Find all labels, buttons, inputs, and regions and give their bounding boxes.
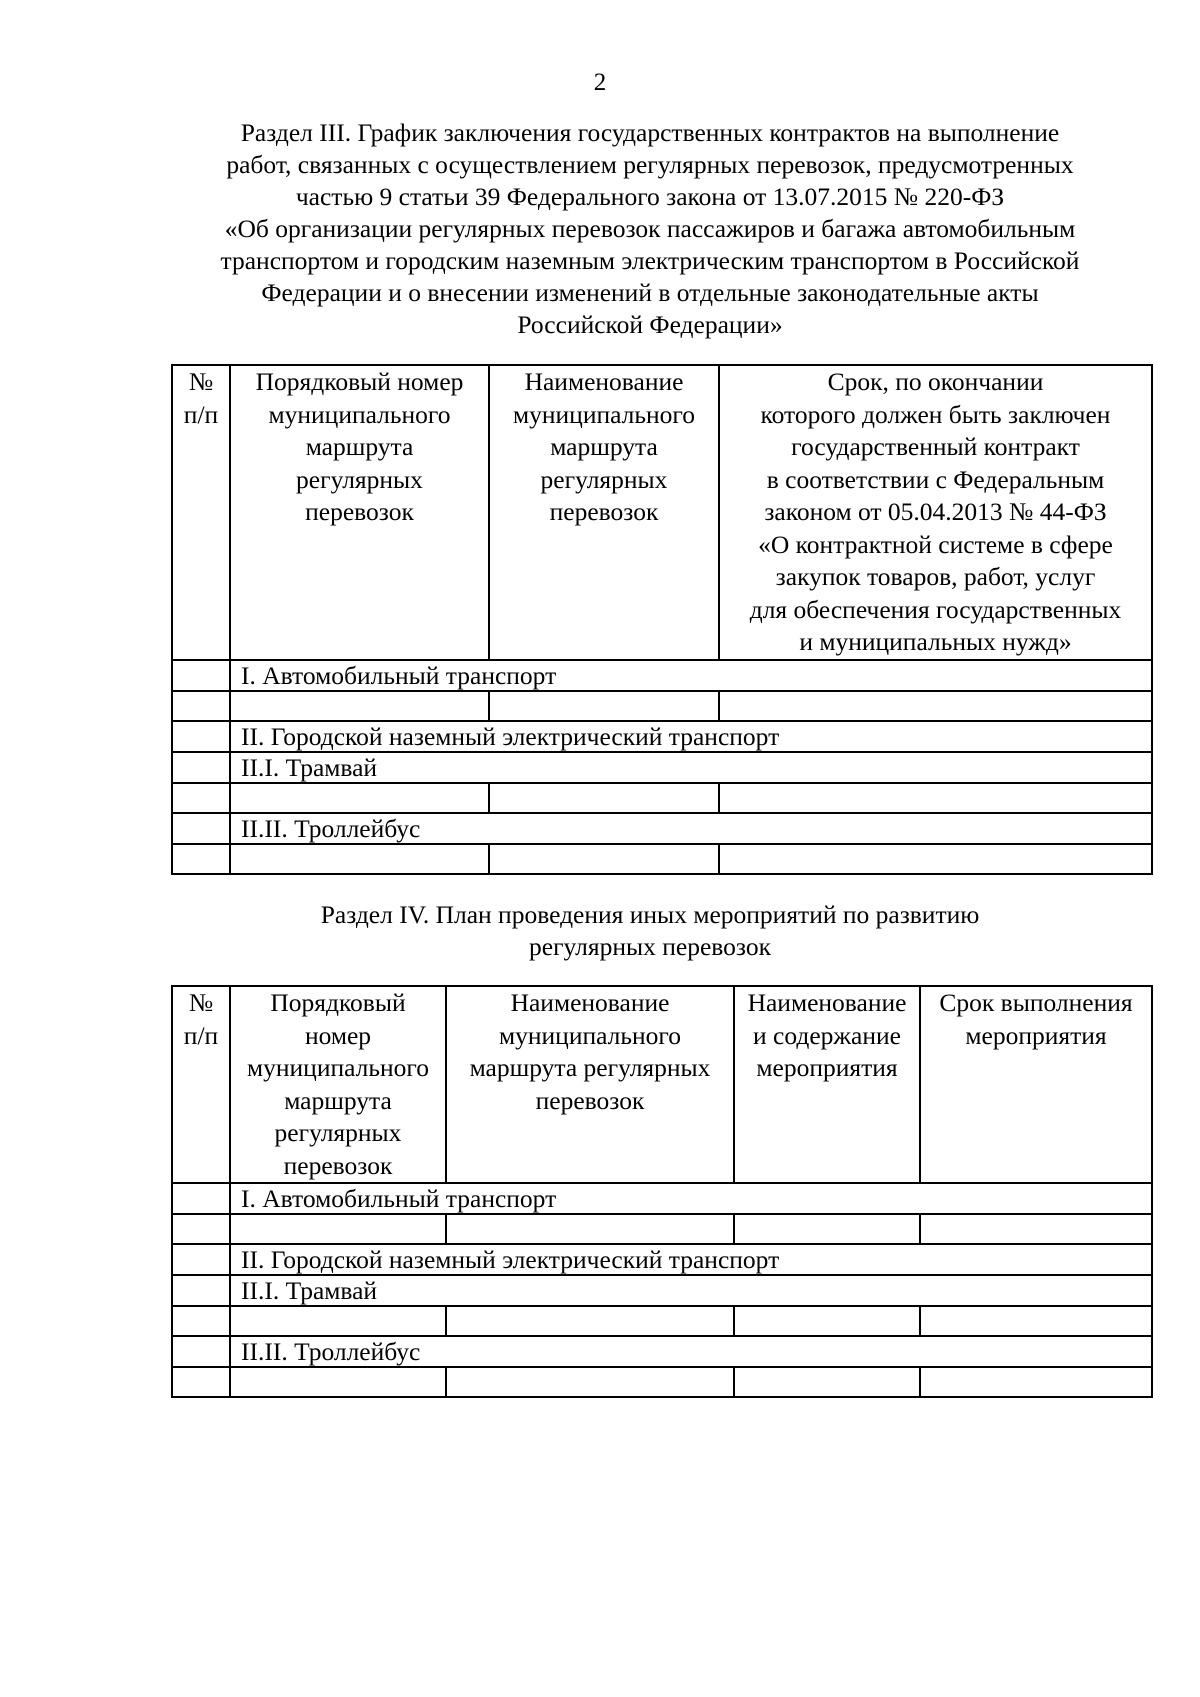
section-3-title-line: частью 9 статьи 39 Федерального закона от 13.07.2015 № 220-ФЗ [295, 182, 1005, 211]
section-4-title-line: регулярных перевозок [529, 932, 771, 961]
section-3-title-line: Федерации и о внесении изменений в отдельные законодательные акты [261, 278, 1039, 307]
section-3-title-line: Раздел III. График заключения государственных контрактов на выполнение [240, 118, 1060, 147]
section-4-title-line: Раздел IV. План проведения иных мероприятий по развитию [320, 900, 980, 929]
header-contract-deadline: Срок, по окончании которого должен быть заключен государственный контракт в соответствии с Федеральным законом от 05.04.2013 № 44-ФЗ «О контрактной системе в сфере закупок товаров, работ, услуг для обеспечения государственных и муниципальных нужд» [719, 365, 1152, 660]
table-row [172, 660, 1152, 691]
table-row [172, 721, 1152, 752]
header-activity-deadline: Срок выполнения мероприятия [920, 986, 1152, 1183]
header-number: № п/п [172, 365, 230, 660]
table-header-row [172, 365, 1152, 660]
category-electric: II. Городской наземный электрический транспорт [230, 721, 1152, 752]
table-row [172, 783, 1152, 813]
table-row [172, 1367, 1152, 1397]
table-row [172, 1306, 1152, 1336]
other-activities-table [171, 985, 1153, 1398]
header-number: № п/п [172, 986, 230, 1183]
section-4-title [150, 899, 1150, 963]
category-auto: I. Автомобильный транспорт [230, 660, 1152, 691]
table-row [172, 1214, 1152, 1244]
header-route-name: Наименование муниципального маршрута регулярных перевозок [489, 365, 719, 660]
category-electric: II. Городской наземный электрический транспорт [230, 1244, 1152, 1275]
table-row [172, 1183, 1152, 1214]
section-3-title [150, 117, 1150, 341]
section-3-title-line: транспортом и городским наземным электрическим транспортом в Российской [220, 246, 1080, 275]
category-tram: II.I. Трамвай [230, 1275, 1152, 1306]
table-row [172, 844, 1152, 874]
table-row [172, 1336, 1152, 1367]
section-3-title-line: работ, связанных с осуществлением регулярных перевозок, предусмотренных [226, 150, 1074, 179]
page-number: 2 [593, 69, 607, 96]
header-route-name: Наименование муниципального маршрута регулярных перевозок [446, 986, 734, 1183]
table-row [172, 1244, 1152, 1275]
table-header-row [172, 986, 1152, 1183]
table-row [172, 752, 1152, 783]
table-row [172, 691, 1152, 721]
section-3-title-line: Российской Федерации» [517, 310, 783, 339]
category-trolley: II.II. Троллейбус [230, 813, 1152, 844]
section-3-title-line: «Об организации регулярных перевозок пассажиров и багажа автомобильным [224, 214, 1076, 243]
header-route-number: Порядковый номер муниципального маршрута регулярных перевозок [230, 986, 446, 1183]
category-tram: II.I. Трамвай [230, 752, 1152, 783]
header-route-number: Порядковый номер муниципального маршрута регулярных перевозок [230, 365, 489, 660]
table-row [172, 1275, 1152, 1306]
category-auto: I. Автомобильный транспорт [230, 1183, 1152, 1214]
table-row [172, 813, 1152, 844]
contracts-schedule-table [171, 364, 1153, 875]
category-trolley: II.II. Троллейбус [230, 1336, 1152, 1367]
header-activity-name: Наименование и содержание мероприятия [734, 986, 920, 1183]
